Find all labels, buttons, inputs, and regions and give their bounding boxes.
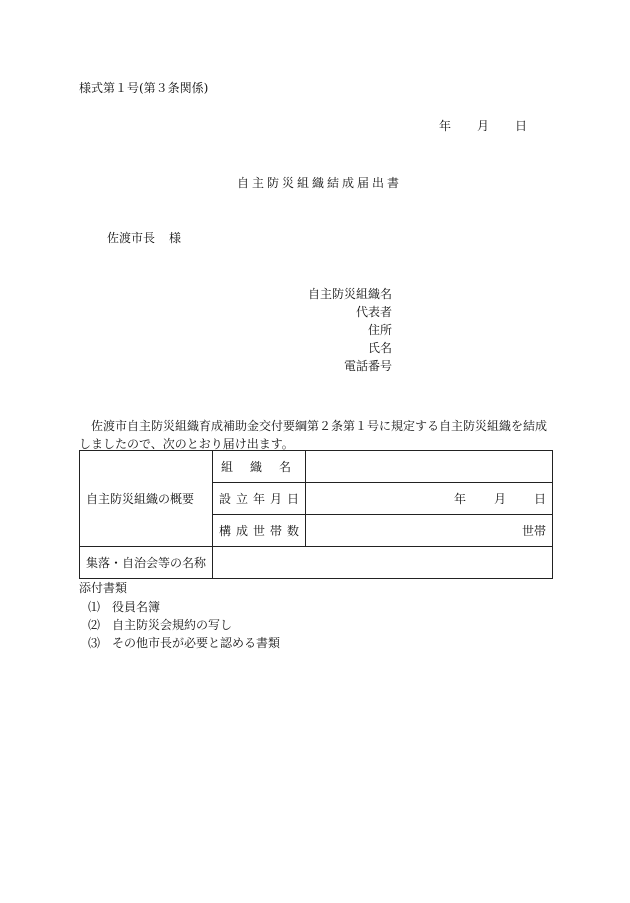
overview-label: 自主防災組織の概要 [80,451,213,547]
submission-date [439,120,527,132]
table-row [80,451,553,483]
date-day-label: 日 [515,119,528,133]
community-name-label: 集落・自治会等の名称 [80,547,213,579]
attachment-number: ⑴ [88,600,101,614]
label-char: 世 [252,524,265,538]
name-label: 氏名 [367,341,392,355]
households-value[interactable] [306,515,553,547]
established-day-label: 日 [533,492,546,506]
established-date-value[interactable] [306,483,553,515]
households-header [213,515,306,547]
date-month-label: 月 [477,119,490,133]
established-year-label: 年 [453,492,466,506]
addressee [107,232,181,244]
attachment-number: ⑶ [88,636,101,650]
attachment-number: ⑵ [88,618,101,632]
households-unit: 世帯 [521,524,546,538]
label-char: 日 [286,492,299,506]
form-number: 様式第１号(第３条関係) [79,81,209,95]
date-year-label: 年 [439,119,452,133]
attachment-text: 自主防災会規約の写し [112,618,233,632]
label-char: 構 [219,524,232,538]
label-char: 名 [278,460,291,474]
attachments-heading: 添付書類 [79,581,128,595]
addressee-name: 佐渡市長 [107,231,156,245]
attachment-item [88,637,280,649]
established-date-header [213,483,306,515]
table-row [80,547,553,579]
label-char: 数 [286,524,299,538]
label-char: 立 [235,492,248,506]
organization-name-label: 自主防災組織名 [307,287,392,301]
attachment-text: 役員名簿 [112,600,161,614]
document-title: 自主防災組織結成届出書 [237,176,403,190]
label-char: 成 [235,524,248,538]
org-name-header [213,451,306,483]
org-name-value[interactable] [306,451,553,483]
representative-label: 代表者 [355,305,392,319]
label-char: 年 [252,492,265,506]
community-name-value[interactable] [213,547,553,579]
body-text: 佐渡市自主防災組織育成補助金交付要綱第２条第１号に規定する自主防災組織を結成しましたので、次のとおり届け出ます。 [79,419,548,451]
label-char: 設 [219,492,232,506]
address-label: 住所 [367,323,392,337]
label-char: 組 [221,460,234,474]
overview-table [79,450,553,579]
attachment-item [88,601,160,613]
label-char: 月 [269,492,282,506]
phone-number-label: 電話番号 [343,359,392,373]
established-month-label: 月 [493,492,506,506]
label-char: 帯 [269,524,282,538]
label-char: 織 [249,460,262,474]
attachment-item [88,619,232,631]
attachment-text: その他市長が必要と認める書類 [112,636,281,650]
addressee-honorific: 様 [169,231,182,245]
